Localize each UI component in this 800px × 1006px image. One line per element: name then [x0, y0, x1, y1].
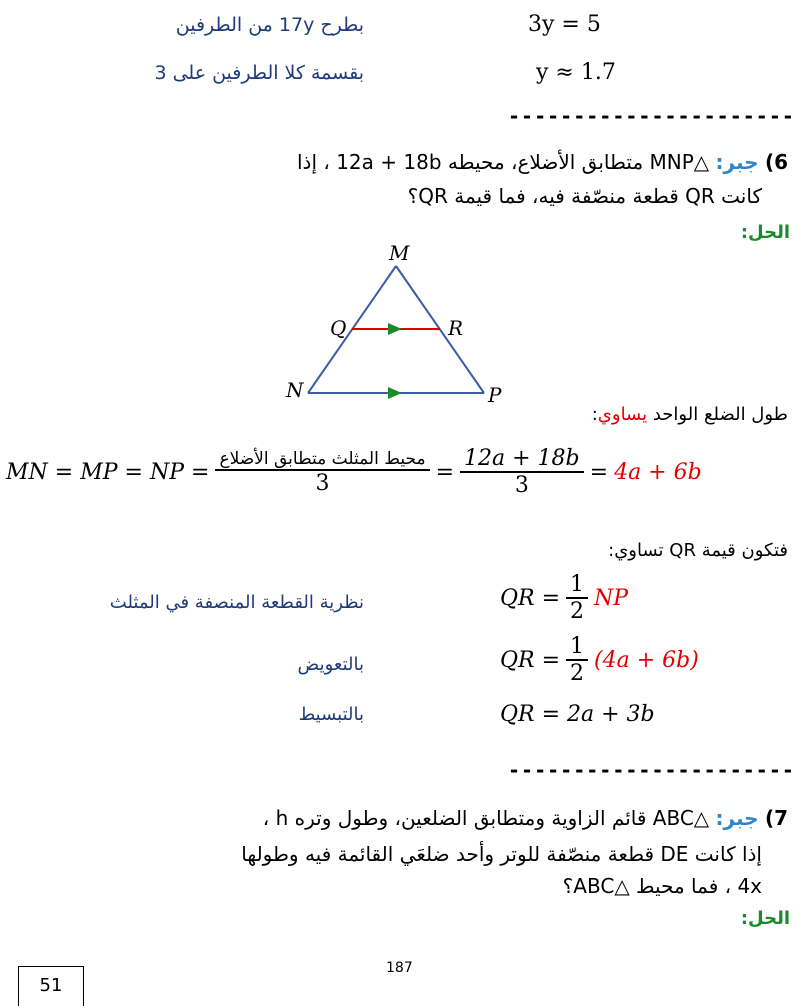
- q6-number: 6): [764, 150, 788, 174]
- step-substitution-eq: [500, 634, 699, 686]
- step-simplify-eq: QR = 2a + 3b: [500, 702, 655, 727]
- equals-2: =: [589, 459, 609, 485]
- side-length-colon: :: [591, 404, 598, 425]
- qr-arrow-icon: [388, 323, 402, 335]
- side-result: 4a + 6b: [614, 459, 702, 485]
- perimeter-lhs: MN = MP = NP =: [6, 459, 210, 485]
- np-arrow-icon: [388, 387, 402, 399]
- q7-line2: إذا كانت DE قطعة منصّفة للوتر وأحد ضلعَي القائمة فيه وطولها: [241, 842, 762, 866]
- side-length-text: [592, 404, 788, 425]
- perimeter-fraction-num: محيط المثلث متطابق الأضلاع: [219, 448, 426, 469]
- half-den: 2: [566, 597, 588, 624]
- side-length-a: طول الضلع الواحد: [652, 404, 788, 425]
- value-fraction-num: 12a + 18b: [464, 446, 580, 471]
- label-m: M: [389, 241, 410, 265]
- perimeter-equation: [6, 446, 702, 498]
- qr-intro: فتكون قيمة QR تساوي:: [608, 540, 788, 561]
- separator-2: ----------------------: [508, 758, 795, 782]
- half-fraction: [566, 572, 588, 624]
- q7-solution-label: الحل:: [740, 908, 790, 929]
- side-length-b: يساوي: [597, 404, 648, 425]
- separator-1: ----------------------: [508, 104, 795, 128]
- step-midsegment-lhs: QR =: [500, 585, 561, 611]
- label-q: Q: [330, 316, 347, 340]
- q7-line1-text: △ABC قائم الزاوية ومتطابق الضلعين، وطول وتره h ،: [262, 806, 710, 830]
- triangle-diagram: [270, 236, 500, 406]
- perimeter-fraction-den: 3: [215, 469, 429, 496]
- step-substitution-lhs: QR =: [500, 647, 561, 673]
- equals-1: =: [435, 459, 455, 485]
- q6-line1: [297, 150, 788, 174]
- half-fraction-2: [566, 634, 588, 686]
- q7-line1: [263, 806, 788, 830]
- q6-line1-text: △MNP متطابق الأضلاع، محيطه 12a + 18b ، إذا: [297, 150, 710, 174]
- q6-line2: كانت QR قطعة منصّفة فيه، فما قيمة QR؟: [407, 184, 762, 208]
- label-p: P: [488, 383, 502, 407]
- step2-note: بقسمة كلا الطرفين على 3: [154, 62, 364, 84]
- step1-note: بطرح 17y من الطرفين: [175, 14, 364, 36]
- q7-tag: جبر:: [715, 806, 759, 830]
- label-r: R: [448, 316, 464, 340]
- q7-line3: 4x ، فما محيط △ABC؟: [562, 874, 762, 898]
- q7-number: 7): [764, 806, 788, 830]
- page-box-number: 51: [18, 966, 84, 1006]
- step-midsegment-eq: [500, 572, 628, 624]
- step-midsegment-rhs: NP: [594, 585, 629, 611]
- step-midsegment-note: نظرية القطعة المنصفة في المثلث: [109, 592, 364, 613]
- q6-tag: جبر:: [715, 150, 759, 174]
- perimeter-fraction: [215, 449, 429, 496]
- step2-equation: y ≈ 1.7: [536, 60, 616, 85]
- step-simplify-note: بالتبسيط: [298, 704, 364, 725]
- half-den-2: 2: [566, 659, 588, 686]
- label-n: N: [286, 378, 304, 402]
- step-substitution-rhs: (4a + 6b): [594, 647, 699, 673]
- value-fraction: [460, 446, 584, 498]
- q6-solution-label: الحل:: [740, 222, 790, 243]
- half-num: 1: [570, 572, 585, 597]
- step-substitution-note: بالتعويض: [297, 654, 364, 675]
- page-number: 187: [386, 960, 413, 976]
- step1-equation: 3y = 5: [528, 12, 601, 37]
- half-num-2: 1: [570, 634, 585, 659]
- value-fraction-den: 3: [460, 471, 584, 498]
